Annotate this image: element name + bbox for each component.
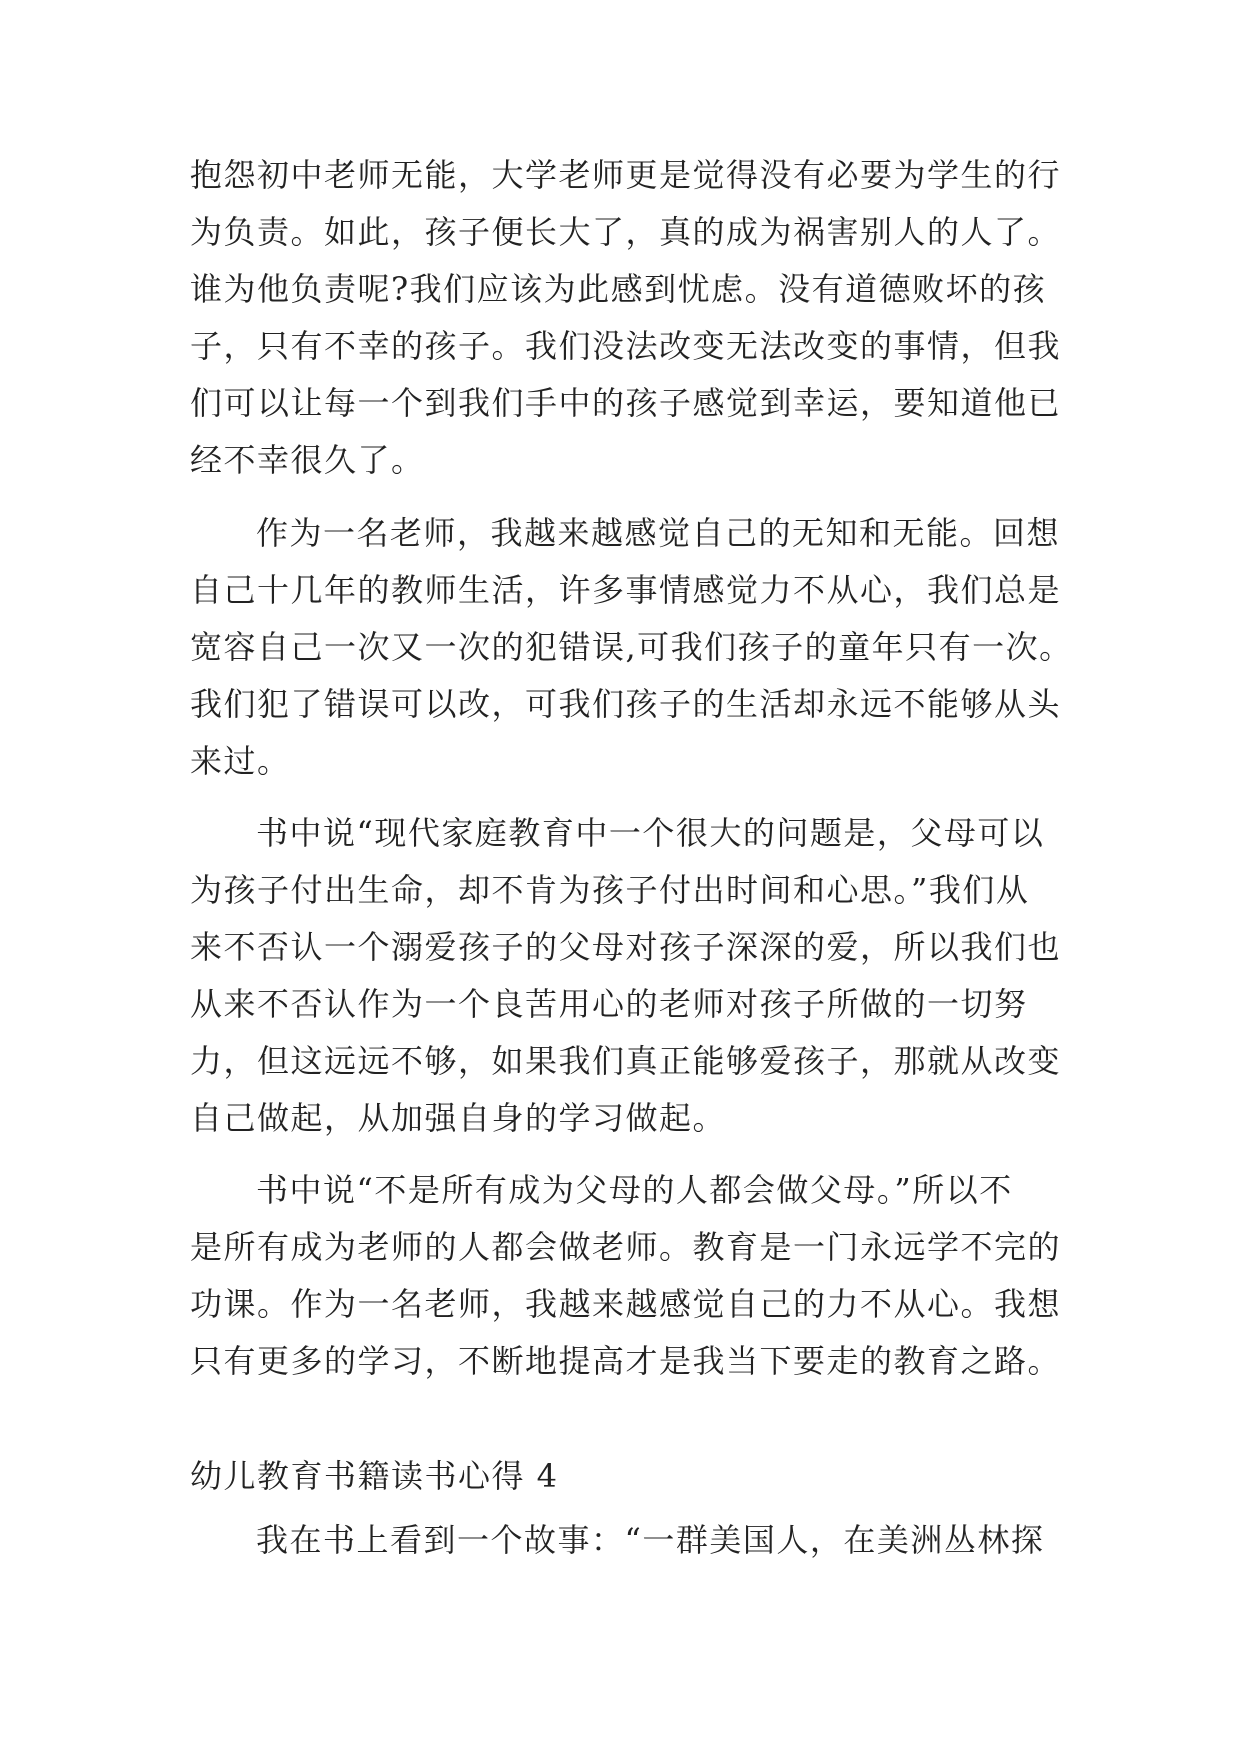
text-line: 为负责。如此，孩子便长大了，真的成为祸害别人的人了。	[190, 213, 1062, 251]
paragraph-1	[190, 147, 1090, 489]
text-line: 从来不否认作为一个良苦用心的老师对孩子所做的一切努	[190, 985, 1028, 1023]
text-line: 功课。作为一名老师，我越来越感觉自己的力不从心。我想	[190, 1285, 1062, 1323]
text-line: 谁为他负责呢?我们应该为此感到忧虑。没有道德败坏的孩	[190, 270, 1047, 308]
paragraph-5	[190, 1512, 1090, 1569]
paragraph-3	[190, 805, 1090, 1147]
text-line: 力，但这远远不够，如果我们真正能够爱孩子，那就从改变	[190, 1042, 1062, 1080]
text-line: 宽容自己一次又一次的犯错误,可我们孩子的童年只有一次。	[190, 628, 1073, 666]
text-line: 我们犯了错误可以改，可我们孩子的生活却永远不能够从头	[190, 685, 1062, 723]
text-line: 经不幸很久了。	[190, 441, 425, 479]
text-line: 来不否认一个溺爱孩子的父母对孩子深深的爱，所以我们也	[190, 928, 1062, 966]
text-line: 们可以让每一个到我们手中的孩子感觉到幸运，要知道他已	[190, 384, 1062, 422]
text-line: 书中说“现代家庭教育中一个很大的问题是，父母可以	[256, 814, 1045, 852]
text-line: 抱怨初中老师无能，大学老师更是觉得没有必要为学生的行	[190, 156, 1062, 194]
text-line: 我在书上看到一个故事：“一群美国人，在美洲丛林探	[256, 1521, 1045, 1559]
text-line: 自己做起，从加强自身的学习做起。	[190, 1099, 727, 1137]
paragraph-2	[190, 505, 1090, 790]
text-line: 自己十几年的教师生活，许多事情感觉力不从心，我们总是	[190, 571, 1062, 609]
text-line: 只有更多的学习，不断地提高才是我当下要走的教育之路。	[190, 1342, 1062, 1380]
text-line: 作为一名老师，我越来越感觉自己的无知和无能。回想	[256, 514, 1061, 552]
text-line: 是所有成为老师的人都会做老师。教育是一门永远学不完的	[190, 1228, 1062, 1266]
paragraph-4	[190, 1162, 1090, 1390]
text-line: 子，只有不幸的孩子。我们没法改变无法改变的事情，但我	[190, 327, 1062, 365]
text-line: 为孩子付出生命，却不肯为孩子付出时间和心思。”我们从	[190, 871, 1030, 909]
section-heading: 幼儿教育书籍读书心得 4	[190, 1457, 559, 1495]
text-line: 来过。	[190, 742, 291, 780]
text-line: 书中说“不是所有成为父母的人都会做父母。”所以不	[256, 1171, 1013, 1209]
